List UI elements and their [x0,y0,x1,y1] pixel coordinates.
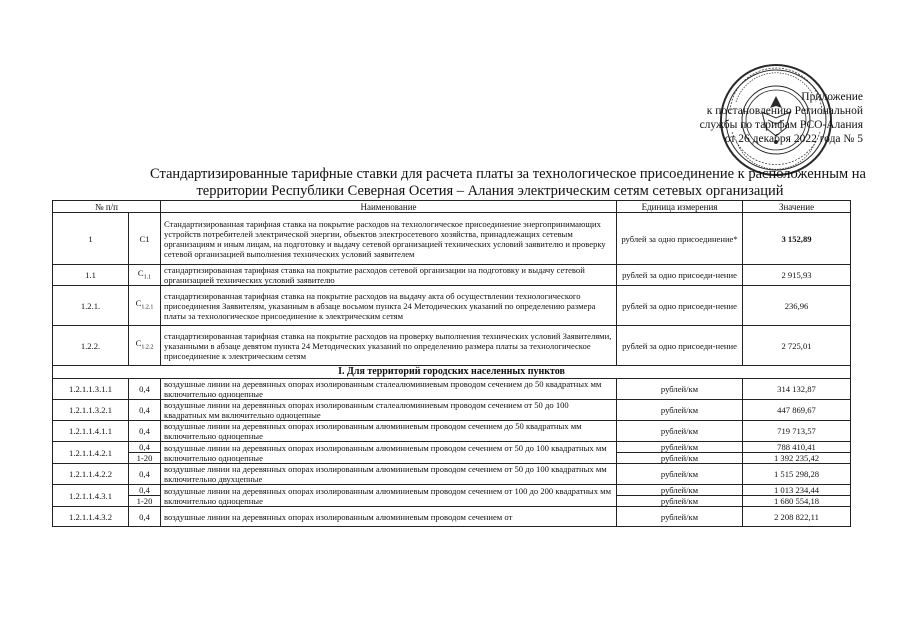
table-row [53,442,851,453]
voltage-level: 0,4 [129,485,161,496]
row-code [129,286,161,326]
line-row-unit: рублей/км [617,464,743,485]
line-row-value: 1 392 235,42 [743,453,851,464]
voltage-level: 1-20 [129,453,161,464]
row-value: 3 152,89 [743,213,851,265]
line-row-name: воздушные линии на деревянных опорах изолированным алюминиевым проводом сечением от 50 до 100 квадратных мм включительно одноцепные [161,442,617,464]
header-num: № п/п [53,201,161,213]
line-row-value: 788 410,41 [743,442,851,453]
table-row [53,507,851,527]
line-row-name: воздушные линии на деревянных опорах изолированным сталеалюминиевым проводом сечением от 50 до 100 квадратных мм включительно одноцепные [161,400,617,421]
voltage-level: 0,4 [129,379,161,400]
line-row-unit: рублей/км [617,507,743,527]
voltage-level: 0,4 [129,464,161,485]
table-row [53,265,851,286]
line-row-unit: рублей/км [617,442,743,453]
row-code-symbol: C [135,298,142,309]
line-row-number: 1.2.1.1.4.1.1 [53,421,129,442]
voltage-level: 1-20 [129,496,161,507]
row-unit: рублей за одно присоеди-нение [617,265,743,286]
line-row-unit: рублей/км [617,400,743,421]
row-unit: рублей за одно присоеди-нение [617,286,743,326]
line-row-number: 1.2.1.1.3.2.1 [53,400,129,421]
header-name: Наименование [161,201,617,213]
table-row [53,326,851,366]
row-code-subscript: 1.2.2 [141,344,154,351]
table-row [53,286,851,326]
table-row [53,400,851,421]
line-row-number: 1.2.1.1.4.2.2 [53,464,129,485]
line-row-value: 1 680 554,18 [743,496,851,507]
appendix-line-4: от 26 декабря 2022 года № 5 [724,133,863,145]
appendix-line-1: Приложение [801,91,863,103]
table-row [53,464,851,485]
row-number: 1.1 [53,265,129,286]
header-value: Значение [743,201,851,213]
row-code-symbol: C1 [139,233,150,244]
line-row-value: 719 713,57 [743,421,851,442]
line-row-number: 1.2.1.1.3.1.1 [53,379,129,400]
appendix-note [643,90,863,146]
row-code [129,326,161,366]
row-code-subscript: 1.1 [143,274,152,281]
row-code-symbol: C [137,267,144,278]
row-code-symbol: C [135,338,142,349]
row-name: стандартизированная тарифная ставка на покрытие расходов сетевой организации на подготовку и выдачу сетевой организацией технических условий заявителю [161,265,617,286]
table-row [53,485,851,496]
row-name: стандартизированная тарифная ставка на покрытие расходов на выдачу акта об осуществлении технологического присоединения Заявителям, указанным в абзаце восьмом пункта 24 Методических указаний по определению размера платы за технологическое присоединение к электрическим сетям [161,286,617,326]
line-row-name: воздушные линии на деревянных опорах изолированным алюминиевым проводом сечением до 50 квадратных мм включительно одноцепные [161,421,617,442]
line-row-number: 1.2.1.1.4.3.1 [53,485,129,507]
line-row-value: 447 869,67 [743,400,851,421]
line-row-unit: рублей/км [617,453,743,464]
tariff-table [52,200,851,527]
appendix-line-3: службы по тарифам РСО-Алания [699,119,863,131]
line-row-value: 1 013 234,44 [743,485,851,496]
table-row [53,421,851,442]
table-header-row [53,201,851,213]
line-row-unit: рублей/км [617,379,743,400]
row-value: 2 725,01 [743,326,851,366]
row-unit: рублей за одно присоединение* [617,213,743,265]
voltage-level: 0,4 [129,507,161,527]
document-title [150,166,866,200]
title-line-1: Стандартизированные тарифные ставки для расчета платы за технологическое присоединение к расположенным на [150,166,866,182]
voltage-level: 0,4 [129,421,161,442]
voltage-level: 0,4 [129,442,161,453]
table-row [53,379,851,400]
line-row-unit: рублей/км [617,496,743,507]
section-row [53,366,851,379]
line-row-value: 1 515 298,28 [743,464,851,485]
voltage-level: 0,4 [129,400,161,421]
line-row-number: 1.2.1.1.4.2.1 [53,442,129,464]
line-row-name: воздушные линии на деревянных опорах изолированным алюминиевым проводом сечением от [161,507,617,527]
title-line-2: территории Республики Северная Осетия – Алания электрическим сетям сетевых организаций [196,183,784,199]
row-code [129,213,161,265]
line-row-name: воздушные линии на деревянных опорах изолированным сталеалюминиевым проводом сечением до 50 квадратных мм включительно одноцепные [161,379,617,400]
line-row-number: 1.2.1.1.4.3.2 [53,507,129,527]
line-row-value: 314 132,87 [743,379,851,400]
line-row-unit: рублей/км [617,421,743,442]
table-row [53,213,851,265]
row-code-subscript: 1.2.1 [141,304,154,311]
line-row-unit: рублей/км [617,485,743,496]
table-body [53,213,851,527]
appendix-line-2: к постановлению Региональной [706,105,863,117]
line-row-name: воздушные линии на деревянных опорах изолированным алюминиевым проводом сечением от 100 до 200 квадратных мм включительно одноцепные [161,485,617,507]
header-unit: Единица измерения [617,201,743,213]
row-name: стандартизированная тарифная ставка на покрытие расходов на проверку выполнения технических условий Заявителями, указанными в абзаце девятом пункта 24 Методических указаний по определению размера платы за технологическое присоединение к электрическим сетям [161,326,617,366]
row-value: 236,96 [743,286,851,326]
line-row-value: 2 208 822,11 [743,507,851,527]
row-number: 1 [53,213,129,265]
row-unit: рублей за одно присоеди-нение [617,326,743,366]
line-row-name: воздушные линии на деревянных опорах изолированным алюминиевым проводом сечением от 50 до 100 квадратных мм включительно двухцепные [161,464,617,485]
row-number: 1.2.2. [53,326,129,366]
row-code [129,265,161,286]
row-value: 2 915,93 [743,265,851,286]
row-name: Стандартизированная тарифная ставка на покрытие расходов на технологическое присоединение энергопринимающих устройств потребителей электрической энергии, объектов электросетевого хозяйства, принадлежащих сетевым организациям и иным лицам, на подготовку и выдачу сетевой организацией технических условий заявителю и проверку сетевой организацией выполнения технических условий заявителем [161,213,617,265]
row-number: 1.2.1. [53,286,129,326]
section-title: I. Для территорий городских населенных пунктов [53,366,851,379]
